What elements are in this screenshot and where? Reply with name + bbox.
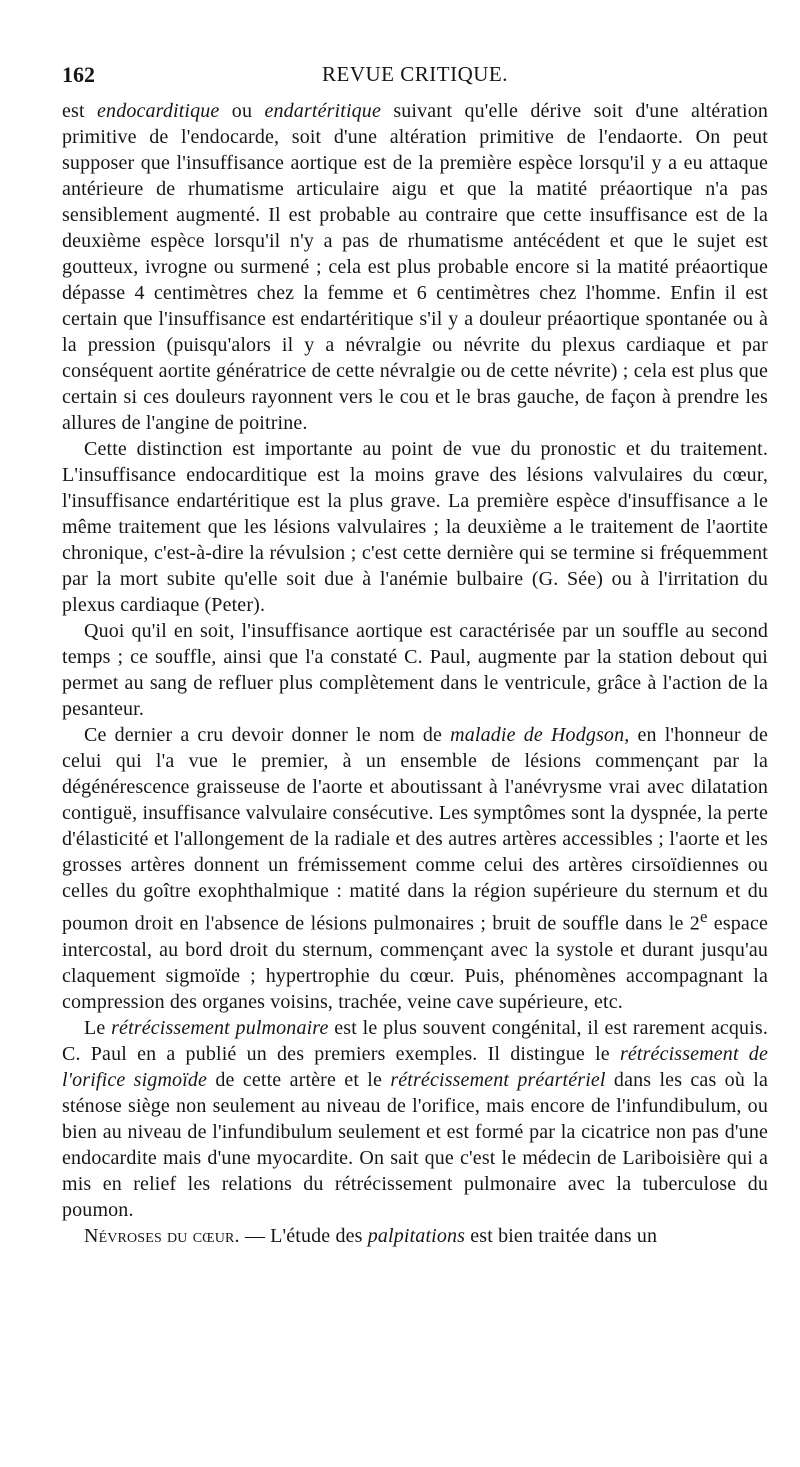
- italic-run: maladie de Hodgson: [450, 724, 625, 746]
- text-run: , en l'honneur de celui qui l'a vue le premier, à un ensemble de lésions commençant par la dégénérescence graisseuse de l'aorte et aboutissant à l'anévrysme vrai avec dilatation contiguë, insuffisance valvulaire consécutive. Les symptômes sont la dyspnée, la perte d'élasticité et l'allongement de la radiale et des autres artères accessibles ; l'aorte et les grosses artères donnent un frémissement comme celui des artères cirsoïdiennes ou celles du goître exophthalmique : matité dans la région supérieure du sternum et du poumon droit en l'absence de lésions pulmonaires ; bruit de souffle dans le 2: [62, 724, 768, 935]
- text-run: de cette artère et le: [207, 1068, 391, 1091]
- italic-run: rétrécissement pulmonaire: [111, 1016, 329, 1039]
- section-heading-run: Névroses du cœur.: [84, 1224, 240, 1247]
- paragraph-5: [62, 1015, 768, 1223]
- text-run: est bien traitée dans un: [465, 1224, 658, 1247]
- italic-run: endartéritique: [264, 100, 381, 122]
- text-run: — L'étude des: [239, 1224, 368, 1247]
- text-run: ou: [219, 100, 265, 122]
- italic-run: rétrécissement de l'orifice sigmoïde: [62, 1042, 768, 1091]
- superscript-run: e: [699, 907, 708, 926]
- body-text: [62, 98, 768, 1249]
- text-run: est le plus souvent congénital, il est rarement acquis. C. Paul en a publié un des premiers exemples. Il distingue le: [62, 1016, 768, 1065]
- text-run: Le: [84, 1016, 112, 1039]
- page-header: [62, 62, 768, 92]
- text-run: espace intercostal, au bord droit du sternum, commençant avec la systole et durant jusqu'au claquement sigmoïde ; hypertrophie du cœur. Puis, phénomènes accompagnant la compression des organes voisins, trachée, veine cave supérieure, etc.: [62, 912, 768, 1013]
- paragraph-1: [62, 98, 768, 436]
- paragraph-6: [62, 1223, 768, 1249]
- italic-run: palpitations: [367, 1224, 466, 1247]
- paragraph-3: [62, 618, 768, 722]
- running-title: REVUE CRITIQUE.: [322, 62, 508, 86]
- italic-run: endocarditique: [97, 100, 220, 122]
- text-run: est: [62, 100, 98, 122]
- text-run: Ce dernier a cru devoir donner le nom de: [84, 724, 451, 746]
- page-number: 162: [62, 62, 95, 87]
- text-run: Cette distinction est importante au point de vue du pronostic et du traitement. L'insuffisance endocarditique est la moins grave des lésions valvulaires du cœur, l'insuffisance endartéritique est la plus grave. La première espèce d'insuffisance a le même traitement que les lésions valvulaires ; la deuxième a le traitement de l'aortite chronique, c'est-à-dire la révulsion ; c'est cette dernière qui se termine si fréquemment par la mort subite qu'elle soit due à l'anémie bulbaire (G. Sée) ou à l'irritation du plexus cardiaque (Peter).: [62, 438, 768, 616]
- italic-run: rétrécissement préartériel: [390, 1068, 606, 1091]
- text-run: suivant qu'elle dérive soit d'une altération primitive de l'endocarde, soit d'une altération primitive de l'endaorte. On peut supposer que l'insuffisance aortique est de la première espèce lorsqu'il y a eu attaque antérieure de rhumatisme articulaire aigu et que la matité préaortique n'a pas sensiblement augmenté. Il est probable au contraire que cette insuffisance est de la deuxième espèce lorsqu'il n'y a pas de rhumatisme antécédent et que le sujet est goutteux, ivrogne ou surmené ; cela est plus probable encore si la matité préaortique dépasse 4 centimètres chez la femme et 6 centimètres chez l'homme. Enfin il est certain que l'insuffisance est endartéritique s'il y a douleur préaortique spontanée ou à la pression (puisqu'alors il y a névralgie ou névrite du plexus cardiaque et par conséquent aortite génératrice de cette névralgie ou de cette névrite) ; cela est plus que certain si ces douleurs rayonnent vers le cou et le bras gauche, de façon à prendre les allures de l'angine de poitrine.: [62, 100, 768, 434]
- paragraph-4: [62, 722, 768, 1015]
- paragraph-2: [62, 436, 768, 618]
- text-run: dans les cas où la sténose siège non seulement au niveau de l'orifice, mais encore de l'infundibulum, ou bien au niveau de l'infundibulum seulement et est formé par la cicatrice non pas d'une endocardite mais d'une myocardite. On sait que c'est le médecin de Lariboisière qui a mis en relief les relations du rétrécissement pulmonaire avec la tuberculose du poumon.: [62, 1068, 768, 1221]
- text-run: Quoi qu'il en soit, l'insuffisance aortique est caractérisée par un souffle au second temps ; ce souffle, ainsi que l'a constaté C. Paul, augmente par la station debout qui permet au sang de refluer plus complètement dans le ventricule, grâce à l'action de la pesanteur.: [62, 620, 768, 720]
